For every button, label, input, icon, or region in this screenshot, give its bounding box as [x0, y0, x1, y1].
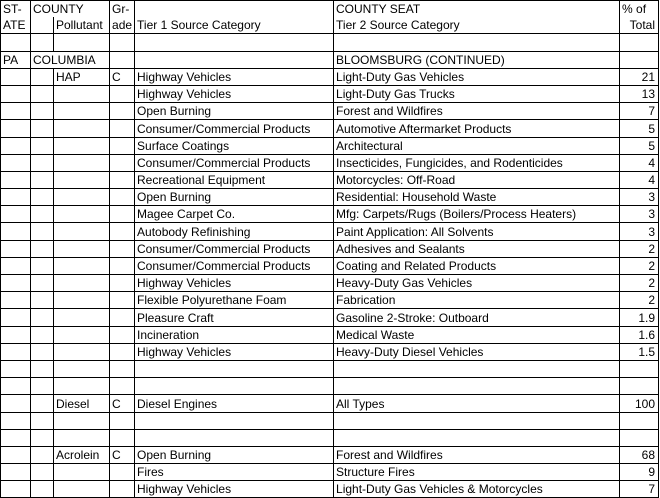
empty-cell: [31, 481, 54, 498]
table-row: [1, 292, 659, 309]
percent-cell: 3: [620, 189, 659, 206]
grade-cell: [110, 481, 135, 498]
empty-cell: [1, 429, 31, 446]
pollutant-cell: [54, 257, 110, 274]
percent-cell: 4: [620, 171, 659, 188]
empty-cell: [1, 85, 31, 102]
empty-cell: [110, 34, 135, 51]
location-row: [1, 51, 659, 68]
empty-cell: [1, 68, 31, 85]
empty-cell: [1, 120, 31, 137]
empty-cell: [135, 34, 334, 51]
empty-cell: [1, 412, 31, 429]
percent-cell: 2: [620, 240, 659, 257]
tier1-cell: Highway Vehicles: [135, 481, 334, 498]
empty-cell: [110, 429, 135, 446]
spacer-row: [1, 378, 659, 395]
percent-cell: 4: [620, 154, 659, 171]
table-body: [1, 1, 659, 498]
spacer-row: [1, 429, 659, 446]
spacer-row: [1, 412, 659, 429]
empty-cell: [31, 446, 54, 463]
tier2-cell: Forest and Wildfires: [334, 446, 620, 463]
percent-cell: 2: [620, 275, 659, 292]
percent-cell: 2: [620, 257, 659, 274]
tier1-cell: Consumer/Commercial Products: [135, 240, 334, 257]
header-cell: [31, 17, 54, 34]
header-cell: ST-: [1, 1, 31, 18]
grade-cell: [110, 309, 135, 326]
empty-cell: [31, 154, 54, 171]
percent-cell: 3: [620, 206, 659, 223]
empty-cell: [54, 34, 110, 51]
table-row: [1, 309, 659, 326]
empty-cell: [135, 378, 334, 395]
grade-cell: [110, 223, 135, 240]
empty-cell: [620, 34, 659, 51]
grade-cell: [110, 326, 135, 343]
tier2-cell: Structure Fires: [334, 464, 620, 481]
tier2-cell: Heavy-Duty Diesel Vehicles: [334, 343, 620, 360]
empty-cell: [620, 429, 659, 446]
tier2-cell: Fabrication: [334, 292, 620, 309]
empty-cell: [31, 292, 54, 309]
empty-cell: [334, 378, 620, 395]
table-row: [1, 464, 659, 481]
grade-cell: C: [110, 395, 135, 412]
empty-cell: [54, 412, 110, 429]
tier2-cell: Gasoline 2-Stroke: Outboard: [334, 309, 620, 326]
grade-cell: C: [110, 446, 135, 463]
table-row: [1, 395, 659, 412]
empty-cell: [135, 429, 334, 446]
percent-cell: 68: [620, 446, 659, 463]
pollutant-cell: [54, 120, 110, 137]
tier1-cell: Fires: [135, 464, 334, 481]
empty-cell: [334, 412, 620, 429]
table-row: [1, 446, 659, 463]
pollutant-cell: [54, 326, 110, 343]
empty-cell: [135, 412, 334, 429]
grade-cell: [110, 275, 135, 292]
table-row: [1, 137, 659, 154]
empty-cell: [1, 326, 31, 343]
tier2-cell: Insecticides, Fungicides, and Rodenticides: [334, 154, 620, 171]
state-cell: PA: [1, 51, 31, 68]
tier1-cell: Consumer/Commercial Products: [135, 257, 334, 274]
tier2-cell: Heavy-Duty Gas Vehicles: [334, 275, 620, 292]
header-cell: % of: [620, 1, 659, 18]
empty-cell: [54, 429, 110, 446]
grade-cell: [110, 85, 135, 102]
empty-cell: [1, 103, 31, 120]
tier2-cell: Residential: Household Waste: [334, 189, 620, 206]
empty-cell: [31, 378, 54, 395]
percent-cell: 3: [620, 223, 659, 240]
header-cell: Pollutant: [54, 17, 110, 34]
tier1-cell: Diesel Engines: [135, 395, 334, 412]
tier1-cell: Magee Carpet Co.: [135, 206, 334, 223]
county-cell: COLUMBIA: [31, 51, 110, 68]
empty-cell: [1, 481, 31, 498]
empty-cell: [31, 326, 54, 343]
tier2-cell: Light-Duty Gas Trucks: [334, 85, 620, 102]
empty-cell: [31, 206, 54, 223]
empty-cell: [31, 395, 54, 412]
empty-cell: [1, 309, 31, 326]
tier2-cell: Paint Application: All Solvents: [334, 223, 620, 240]
empty-cell: [334, 429, 620, 446]
table-row: [1, 240, 659, 257]
tier1-cell: Open Burning: [135, 103, 334, 120]
empty-cell: [334, 360, 620, 377]
empty-cell: [620, 51, 659, 68]
tier1-cell: Consumer/Commercial Products: [135, 154, 334, 171]
percent-cell: 2: [620, 292, 659, 309]
percent-cell: 5: [620, 137, 659, 154]
tier2-cell: Mfg: Carpets/Rugs (Boilers/Process Heaters): [334, 206, 620, 223]
grade-cell: [110, 257, 135, 274]
grade-cell: [110, 240, 135, 257]
tier2-cell: Architectural: [334, 137, 620, 154]
percent-cell: 1.5: [620, 343, 659, 360]
tier2-cell: Medical Waste: [334, 326, 620, 343]
tier2-cell: Coating and Related Products: [334, 257, 620, 274]
tier1-cell: Highway Vehicles: [135, 343, 334, 360]
spacer-row: [1, 34, 659, 51]
header-row: [1, 17, 659, 34]
empty-cell: [31, 257, 54, 274]
percent-cell: 7: [620, 481, 659, 498]
percent-cell: 21: [620, 68, 659, 85]
empty-cell: [31, 120, 54, 137]
table-row: [1, 326, 659, 343]
header-cell: ATE: [1, 17, 31, 34]
empty-cell: [31, 68, 54, 85]
pollutant-cell: [54, 481, 110, 498]
empty-cell: [31, 309, 54, 326]
grade-cell: [110, 154, 135, 171]
pollutant-cell: [54, 464, 110, 481]
grade-cell: [110, 292, 135, 309]
pollutant-cell: [54, 309, 110, 326]
table-row: [1, 120, 659, 137]
empty-cell: [110, 412, 135, 429]
tier1-cell: Highway Vehicles: [135, 275, 334, 292]
empty-cell: [31, 171, 54, 188]
pollutant-cell: Acrolein: [54, 446, 110, 463]
percent-cell: 5: [620, 120, 659, 137]
percent-cell: 13: [620, 85, 659, 102]
tier2-cell: Automotive Aftermarket Products: [334, 120, 620, 137]
pollutant-cell: [54, 171, 110, 188]
tier2-cell: All Types: [334, 395, 620, 412]
header-cell: Tier 1 Source Category: [135, 17, 334, 34]
empty-cell: [31, 223, 54, 240]
tier1-cell: Recreational Equipment: [135, 171, 334, 188]
pollutant-cell: [54, 223, 110, 240]
pollutant-cell: [54, 85, 110, 102]
tier2-cell: Light-Duty Gas Vehicles & Motorcycles: [334, 481, 620, 498]
table-row: [1, 481, 659, 498]
grade-cell: C: [110, 68, 135, 85]
table-row: [1, 257, 659, 274]
empty-cell: [1, 154, 31, 171]
tier1-cell: Open Burning: [135, 446, 334, 463]
empty-cell: [1, 360, 31, 377]
tier2-cell: Adhesives and Sealants: [334, 240, 620, 257]
tier1-cell: Consumer/Commercial Products: [135, 120, 334, 137]
tier1-cell: Pleasure Craft: [135, 309, 334, 326]
empty-cell: [110, 378, 135, 395]
empty-cell: [31, 429, 54, 446]
grade-cell: [110, 103, 135, 120]
tier1-cell: Incineration: [135, 326, 334, 343]
pollutant-cell: [54, 343, 110, 360]
tier1-cell: Surface Coatings: [135, 137, 334, 154]
empty-cell: [1, 343, 31, 360]
tier1-cell: Open Burning: [135, 189, 334, 206]
empty-cell: [1, 223, 31, 240]
pollutant-cell: [54, 240, 110, 257]
empty-cell: [1, 257, 31, 274]
empty-cell: [54, 360, 110, 377]
tier2-cell: Forest and Wildfires: [334, 103, 620, 120]
header-cell: Tier 2 Source Category: [334, 17, 620, 34]
empty-cell: [1, 189, 31, 206]
pollutant-cell: [54, 103, 110, 120]
percent-cell: 1.6: [620, 326, 659, 343]
pollutant-cell: [54, 275, 110, 292]
empty-cell: [135, 51, 334, 68]
pollutant-cell: [54, 189, 110, 206]
tier1-cell: Highway Vehicles: [135, 85, 334, 102]
table-row: [1, 103, 659, 120]
county-seat-cell: BLOOMSBURG (CONTINUED): [334, 51, 620, 68]
empty-cell: [31, 412, 54, 429]
empty-cell: [54, 378, 110, 395]
spacer-row: [1, 360, 659, 377]
empty-cell: [1, 464, 31, 481]
empty-cell: [1, 292, 31, 309]
header-cell: Total: [620, 17, 659, 34]
grade-cell: [110, 171, 135, 188]
pollutant-cell: [54, 137, 110, 154]
empty-cell: [620, 360, 659, 377]
empty-cell: [31, 103, 54, 120]
empty-cell: [1, 275, 31, 292]
empty-cell: [620, 378, 659, 395]
pollutant-cell: Diesel: [54, 395, 110, 412]
tier1-cell: Flexible Polyurethane Foam: [135, 292, 334, 309]
empty-cell: [31, 343, 54, 360]
empty-cell: [31, 275, 54, 292]
table-row: [1, 171, 659, 188]
empty-cell: [31, 137, 54, 154]
empty-cell: [110, 360, 135, 377]
pollutant-cell: [54, 292, 110, 309]
empty-cell: [1, 446, 31, 463]
table-row: [1, 343, 659, 360]
header-cell: [135, 1, 334, 18]
tier2-cell: Motorcycles: Off-Road: [334, 171, 620, 188]
grade-cell: [110, 189, 135, 206]
empty-cell: [1, 395, 31, 412]
grade-cell: [110, 343, 135, 360]
tier1-cell: Autobody Refinishing: [135, 223, 334, 240]
pollutant-cell: [54, 154, 110, 171]
empty-cell: [31, 464, 54, 481]
empty-cell: [334, 34, 620, 51]
table-row: [1, 154, 659, 171]
grade-cell: [110, 137, 135, 154]
grade-cell: [110, 206, 135, 223]
table-row: [1, 85, 659, 102]
empty-cell: [1, 206, 31, 223]
empty-cell: [110, 51, 135, 68]
header-row: [1, 1, 659, 18]
empty-cell: [31, 34, 54, 51]
tier1-cell: Highway Vehicles: [135, 68, 334, 85]
empty-cell: [1, 137, 31, 154]
empty-cell: [1, 240, 31, 257]
header-cell: COUNTY: [31, 1, 110, 18]
header-cell: COUNTY SEAT: [334, 1, 620, 18]
table-row: [1, 68, 659, 85]
grade-cell: [110, 464, 135, 481]
empty-cell: [1, 34, 31, 51]
empty-cell: [620, 412, 659, 429]
percent-cell: 1.9: [620, 309, 659, 326]
table-row: [1, 189, 659, 206]
header-cell: Gr-: [110, 1, 135, 18]
tier2-cell: Light-Duty Gas Vehicles: [334, 68, 620, 85]
pollutant-cell: [54, 206, 110, 223]
empty-cell: [1, 378, 31, 395]
grade-cell: [110, 120, 135, 137]
empty-cell: [1, 171, 31, 188]
percent-cell: 7: [620, 103, 659, 120]
table-row: [1, 275, 659, 292]
header-cell: ade: [110, 17, 135, 34]
percent-cell: 100: [620, 395, 659, 412]
table-row: [1, 206, 659, 223]
empty-cell: [31, 189, 54, 206]
table-row: [1, 223, 659, 240]
empty-cell: [31, 360, 54, 377]
empty-cell: [135, 360, 334, 377]
empty-cell: [31, 240, 54, 257]
empty-cell: [31, 85, 54, 102]
percent-cell: 9: [620, 464, 659, 481]
pollutant-cell: HAP: [54, 68, 110, 85]
